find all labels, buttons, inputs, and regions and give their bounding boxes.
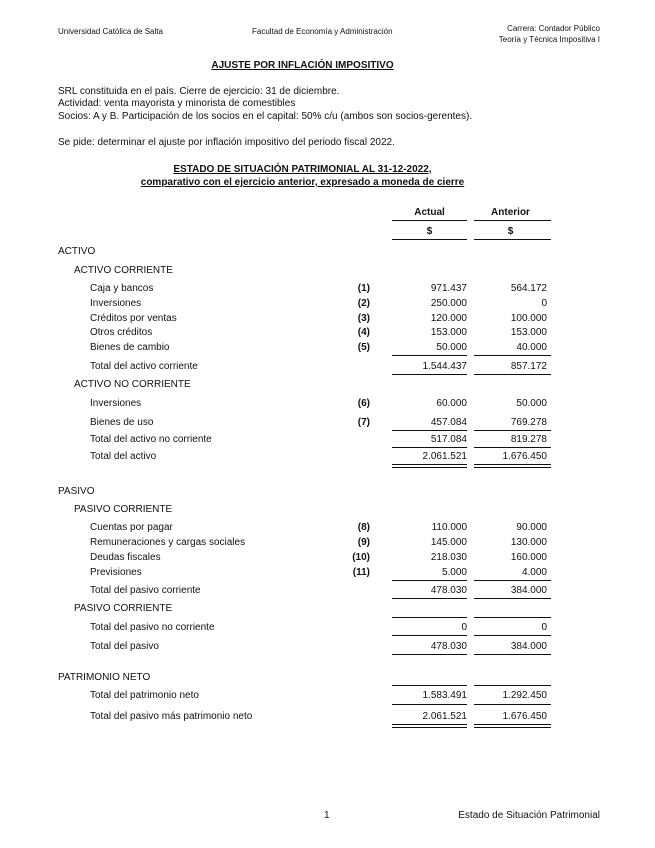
statement-subtitle: comparativo con el ejercicio anterior, expresado a moneda de cierre (140, 177, 465, 188)
divider (474, 355, 551, 356)
table-row: Créditos por ventas (3) 120.000 100.000 (90, 313, 547, 324)
double-divider (474, 464, 551, 468)
subsection-activo-corriente: ACTIVO CORRIENTE (74, 265, 173, 276)
divider (392, 580, 467, 581)
divider (474, 430, 551, 431)
header-university: Universidad Católica de Salta (58, 27, 163, 36)
table-row: Caja y bancos (1) 971.437 564.172 (90, 283, 547, 294)
divider (474, 220, 551, 221)
double-divider (474, 724, 551, 728)
divider (392, 374, 467, 375)
table-row: Bienes de uso (7) 457.084 769.278 (90, 417, 547, 428)
column-current-unit: $ (426, 226, 433, 237)
divider (474, 598, 551, 599)
intro-line-2: Actividad: venta mayorista y minorista de comestibles (58, 98, 296, 109)
divider (392, 220, 467, 221)
table-row: Inversiones (2) 250.000 0 (90, 298, 547, 309)
divider (392, 704, 467, 705)
divider (474, 239, 551, 240)
header-career: Carrera: Contador Público (507, 24, 600, 33)
double-divider (392, 724, 467, 728)
section-patrimonio: PATRIMONIO NETO (58, 672, 151, 683)
column-previous-header: Anterior (491, 207, 530, 218)
table-row: Otros créditos (4) 153.000 153.000 (90, 327, 547, 338)
intro-line-3: Socios: A y B. Participación de los socios en el capital: 50% c/u (ambos son socios-gerentes). (58, 111, 473, 122)
divider (474, 635, 551, 636)
table-row: Cuentas por pagar (8) 110.000 90.000 (90, 522, 547, 533)
subsection-pasivo-no-corriente: PASIVO CORRIENTE (74, 603, 173, 614)
total-row: Total del activo no corriente 517.084 819.278 (90, 434, 547, 445)
total-row: Total del pasivo corriente 478.030 384.000 (90, 585, 547, 596)
divider (474, 580, 551, 581)
total-row: Total del activo corriente 1.544.437 857.172 (90, 361, 547, 372)
divider (474, 654, 551, 655)
intro-line-1: SRL constituida en el país. Cierre de ejercicio: 31 de diciembre. (58, 86, 340, 97)
table-row: Inversiones (6) 60.000 50.000 (90, 398, 547, 409)
request-text: Se pide: determinar el ajuste por inflación impositivo del periodo fiscal 2022. (58, 137, 395, 148)
subsection-activo-no-corriente: ACTIVO NO CORRIENTE (74, 379, 191, 390)
divider (392, 635, 467, 636)
total-row: Total del pasivo no corriente 0 0 (90, 622, 547, 633)
divider (392, 598, 467, 599)
table-row: Deudas fiscales (10) 218.030 160.000 (90, 552, 547, 563)
divider (474, 617, 551, 618)
divider (392, 239, 467, 240)
table-row: Previsiones (11) 5.000 4.000 (90, 567, 547, 578)
divider (392, 654, 467, 655)
header-faculty: Facultad de Economía y Administración (252, 27, 393, 36)
column-previous-unit: $ (507, 226, 514, 237)
subsection-pasivo-corriente: PASIVO CORRIENTE (74, 504, 173, 515)
divider (474, 704, 551, 705)
divider (392, 617, 467, 618)
total-row: Total del activo 2.061.521 1.676.450 (90, 451, 547, 462)
divider (392, 685, 467, 686)
divider (474, 685, 551, 686)
page-title: AJUSTE POR INFLACIÓN IMPOSITIVO (211, 60, 394, 71)
divider (392, 447, 467, 448)
table-row: Bienes de cambio (5) 50.000 40.000 (90, 342, 547, 353)
statement-title: ESTADO DE SITUACIÓN PATRIMONIAL AL 31-12-2022, (173, 164, 432, 175)
total-row: Total del pasivo más patrimonio neto 2.061.521 1.676.450 (90, 711, 547, 722)
divider (392, 355, 467, 356)
table-row: Remuneraciones y cargas sociales (9) 145.000 130.000 (90, 537, 547, 548)
footer-section: Estado de Situación Patrimonial (458, 810, 600, 821)
section-activo: ACTIVO (58, 246, 96, 257)
divider (474, 447, 551, 448)
column-current-header: Actual (414, 207, 445, 218)
section-pasivo: PASIVO (58, 486, 95, 497)
divider (392, 430, 467, 431)
total-row: Total del patrimonio neto 1.583.491 1.292.450 (90, 690, 547, 701)
divider (474, 374, 551, 375)
header-course: Teoría y Técnica Impositiva I (498, 35, 600, 44)
double-divider (392, 464, 467, 468)
page-number: 1 (324, 810, 330, 821)
total-row: Total del pasivo 478.030 384.000 (90, 641, 547, 652)
